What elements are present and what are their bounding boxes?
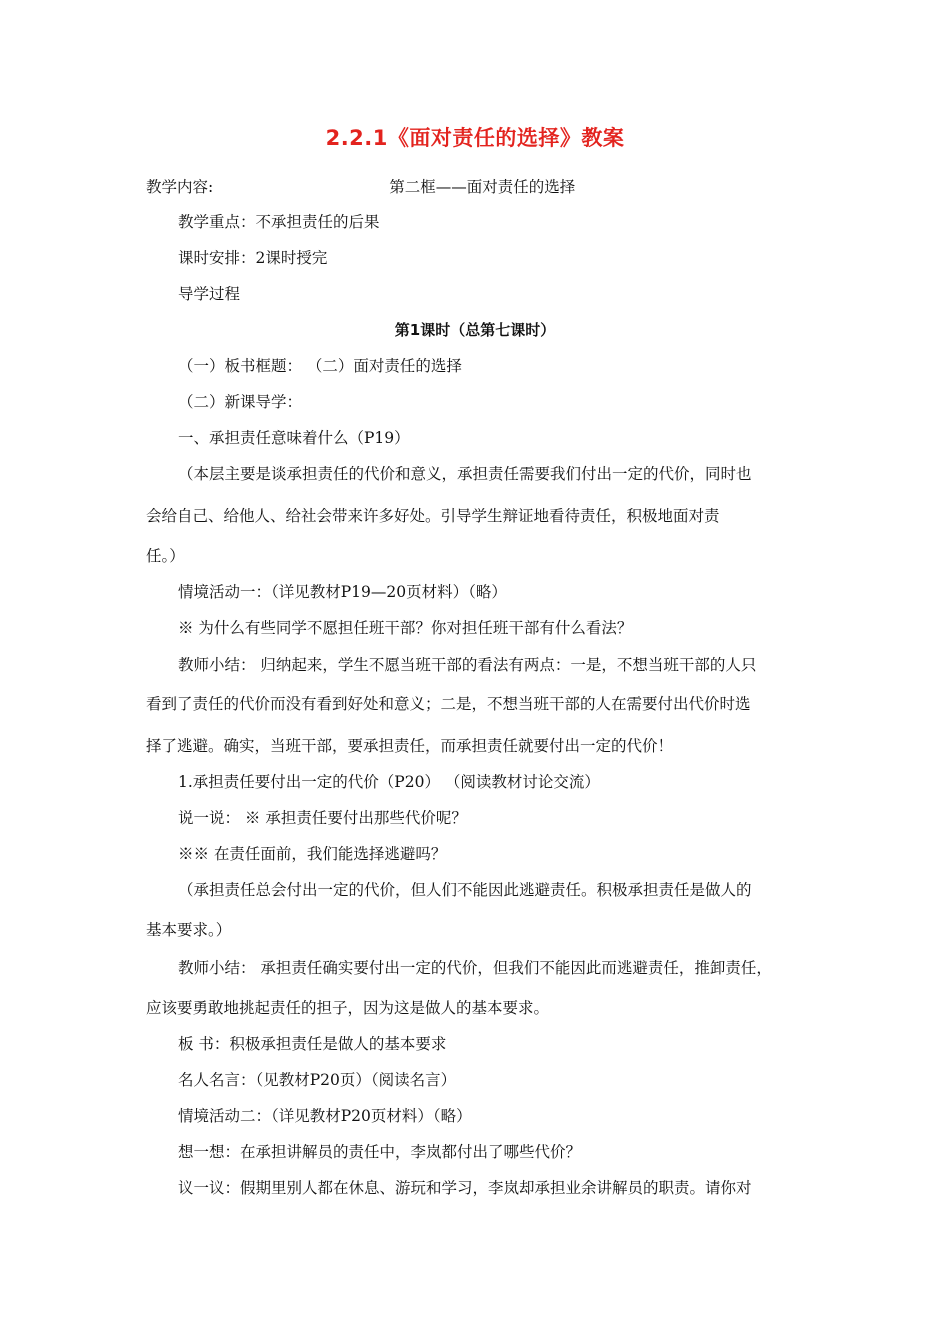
paragraph-line: 板 书：积极承担责任是做人的基本要求 (178, 1035, 447, 1053)
paragraph-line: 教师小结： 归纳起来，学生不愿当班干部的看法有两点：一是，不想当班干部的人只 (178, 656, 757, 674)
paragraph-line: 情境活动一：（详见教材P19—20页材料）（略） (178, 583, 507, 601)
paragraph-line: 名人名言：（见教材P20页）（阅读名言） (178, 1071, 457, 1089)
paragraph-line: （二）新课导学： (178, 393, 303, 411)
paragraph-line: 说一说： ※ 承担责任要付出那些代价呢？ (178, 809, 467, 827)
schedule: 课时安排：2课时授完 (178, 249, 328, 267)
teaching-content-value: 第二框——面对责任的选择 (389, 178, 576, 196)
paragraph-line: 教师小结： 承担责任确实要付出一定的代价，但我们不能因此而逃避责任，推卸责任， (178, 959, 772, 977)
process-heading: 导学过程 (178, 285, 241, 303)
paragraph-line: 会给自己、给他人、给社会带来许多好处。引导学生辩证地看待责任，积极地面对责 (146, 507, 720, 525)
paragraph-line: 情境活动二：（详见教材P20页材料）（略） (178, 1107, 472, 1125)
teaching-content-label: 教学内容: (146, 178, 214, 196)
teaching-content-row (146, 177, 575, 197)
paragraph-line: 议一议：假期里别人都在休息、游玩和学习，李岚却承担业余讲解员的职责。请你对 (178, 1179, 752, 1197)
document-title: 2.2.1《面对责任的选择》教案 (325, 126, 625, 150)
paragraph-line: 看到了责任的代价而没有看到好处和意义；二是，不想当班干部的人在需要付出代价时选 (146, 695, 751, 713)
paragraph-line: 想一想：在承担讲解员的责任中，李岚都付出了哪些代价？ (178, 1143, 582, 1161)
paragraph-line: ※※ 在责任面前，我们能选择逃避吗？ (178, 845, 447, 863)
key-point: 教学重点：不承担责任的后果 (178, 213, 380, 231)
paragraph-line: （本层主要是谈承担责任的代价和意义，承担责任需要我们付出一定的代价，同时也 (178, 465, 752, 483)
paragraph-line: 任。） (146, 547, 185, 565)
paragraph-line: 择了逃避。确实，当班干部，要承担责任，而承担责任就要付出一定的代价！ (146, 737, 674, 755)
paragraph-line: 1.承担责任要付出一定的代价（P20） （阅读教材讨论交流） (178, 773, 600, 791)
lesson-heading: 第1课时（总第七课时） (394, 321, 556, 339)
paragraph-line: ※ 为什么有些同学不愿担任班干部？你对担任班干部有什么看法？ (178, 619, 633, 637)
paragraph-line: （承担责任总会付出一定的代价，但人们不能因此逃避责任。积极承担责任是做人的 (178, 881, 752, 899)
paragraph-line: 应该要勇敢地挑起责任的担子，因为这是做人的基本要求。 (146, 999, 550, 1017)
paragraph-line: 基本要求。） (146, 921, 232, 939)
paragraph-line: 一、承担责任意味着什么（P19） (178, 429, 410, 447)
paragraph-line: （一）板书框题： （二）面对责任的选择 (178, 357, 462, 375)
